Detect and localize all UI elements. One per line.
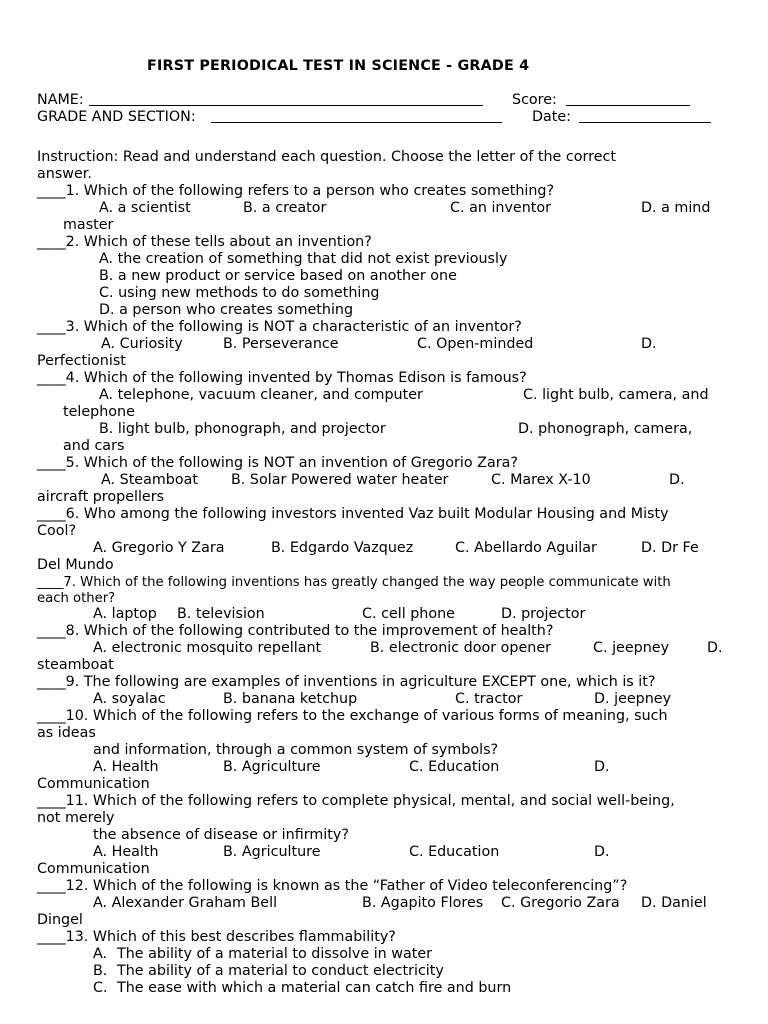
choice-1a[interactable]: A. a scientist [99,200,191,216]
answer-blank[interactable]: ____ [37,183,66,199]
choice-10b[interactable]: B. Agriculture [223,759,321,775]
question-9: ____9. The following are examples of inventions in agriculture EXCEPT one, which is it? [37,674,656,690]
score-label: Score: [512,92,557,108]
choice-13a-letter: A. [93,946,108,962]
page-title: FIRST PERIODICAL TEST IN SCIENCE - GRADE 4 [147,58,530,74]
answer-blank[interactable]: ____ [37,575,64,590]
choice-5d[interactable]: D. [669,472,685,488]
choice-6a[interactable]: A. Gregorio Y Zara [93,540,225,556]
choice-7d[interactable]: D. projector [501,606,586,622]
choice-3d-wrap: Perfectionist [37,353,126,369]
choice-9a[interactable]: A. soyalac [93,691,166,707]
choice-13c[interactable]: The ease with which a material can catch fire and burn [117,980,512,996]
name-label: NAME: [37,92,84,108]
answer-blank[interactable]: ____ [37,929,66,945]
answer-blank[interactable]: ____ [37,506,66,522]
choice-2c[interactable]: C. using new methods to do something [99,285,380,301]
question-7-wrap: each other? [37,591,116,606]
date-field[interactable] [579,109,711,123]
choice-13b[interactable]: The ability of a material to conduct electricity [117,963,444,979]
question-4: ____4. Which of the following invented by Thomas Edison is famous? [37,370,527,386]
choice-1c[interactable]: C. an inventor [450,200,552,216]
choice-11d[interactable]: D. [594,844,610,860]
name-field[interactable] [89,92,483,106]
choice-11b[interactable]: B. Agriculture [223,844,321,860]
choice-4c[interactable]: C. light bulb, camera, and [523,387,709,403]
choice-10d-wrap: Communication [37,776,150,792]
choice-2b[interactable]: B. a new product or service based on another one [99,268,457,284]
choice-12b[interactable]: B. Agapito Flores [362,895,484,911]
question-10: ____10. Which of the following refers to the exchange of various forms of meaning, such [37,708,668,724]
choice-4c-wrap: telephone [63,404,135,420]
choice-13c-letter: C. [93,980,108,996]
choice-3c[interactable]: C. Open-minded [417,336,534,352]
choice-9d[interactable]: D. jeepney [594,691,672,707]
choice-7b[interactable]: B. television [177,606,265,622]
question-10-cont: and information, through a common system of symbols? [93,742,499,758]
question-11-wrap: not merely [37,810,115,826]
choice-6d[interactable]: D. Dr Fe [641,540,699,556]
choice-13b-letter: B. [93,963,108,979]
choice-5a[interactable]: A. Steamboat [101,472,198,488]
choice-4a[interactable]: A. telephone, vacuum cleaner, and computer [99,387,423,403]
choice-5d-wrap: aircraft propellers [37,489,165,505]
question-12: ____12. Which of the following is known as the “Father of Video teleconferencing”? [37,878,628,894]
question-3: ____3. Which of the following is NOT a characteristic of an inventor? [37,319,522,335]
question-11: ____11. Which of the following refers to complete physical, mental, and social well-being, [37,793,675,809]
choice-7a[interactable]: A. laptop [93,606,157,622]
answer-blank[interactable]: ____ [37,793,66,809]
choice-3a[interactable]: A. Curiosity [101,336,183,352]
choice-2d[interactable]: D. a person who creates something [99,302,354,318]
choice-10a[interactable]: A. Health [93,759,159,775]
choice-12d[interactable]: D. Daniel [641,895,707,911]
question-11-cont: the absence of disease or infirmity? [93,827,349,843]
answer-blank[interactable]: ____ [37,878,66,894]
date-label: Date: [532,109,571,125]
choice-13a[interactable]: The ability of a material to dissolve in water [117,946,433,962]
choice-9c[interactable]: C. tractor [455,691,523,707]
choice-12d-wrap: Dingel [37,912,83,928]
choice-8d[interactable]: D. [707,640,723,656]
question-13: ____13. Which of this best describes flammability? [37,929,396,945]
question-6-wrap: Cool? [37,523,77,539]
choice-10d[interactable]: D. [594,759,610,775]
choice-8a[interactable]: A. electronic mosquito repellant [93,640,322,656]
choice-8d-wrap: steamboat [37,657,114,673]
question-7: ____7. Which of the following inventions has greatly changed the way people communicate with [37,575,671,590]
answer-blank[interactable]: ____ [37,708,66,724]
choice-6c[interactable]: C. Abellardo Aguilar [455,540,597,556]
answer-blank[interactable]: ____ [37,319,66,335]
grade-section-field[interactable] [211,109,502,123]
choice-5c[interactable]: C. Marex X-10 [491,472,591,488]
question-2: ____2. Which of these tells about an invention? [37,234,372,250]
answer-blank[interactable]: ____ [37,623,66,639]
choice-11a[interactable]: A. Health [93,844,159,860]
choice-4d[interactable]: D. phonograph, camera, [518,421,693,437]
question-8: ____8. Which of the following contributed to the improvement of health? [37,623,554,639]
instruction-line-1: Instruction: Read and understand each question. Choose the letter of the correct [37,149,616,165]
choice-5b[interactable]: B. Solar Powered water heater [231,472,449,488]
question-10-wrap: as ideas [37,725,96,741]
choice-12a[interactable]: A. Alexander Graham Bell [93,895,278,911]
choice-3b[interactable]: B. Perseverance [223,336,339,352]
choice-7c[interactable]: C. cell phone [362,606,455,622]
choice-6d-wrap: Del Mundo [37,557,114,573]
choice-11d-wrap: Communication [37,861,150,877]
choice-12c[interactable]: C. Gregorio Zara [501,895,620,911]
choice-1d-wrap: master [63,217,114,233]
question-6: ____6. Who among the following investors invented Vaz built Modular Housing and Misty [37,506,669,522]
question-5: ____5. Which of the following is NOT an invention of Gregorio Zara? [37,455,518,471]
choice-4d-wrap: and cars [63,438,125,454]
grade-section-label: GRADE AND SECTION: [37,109,196,125]
answer-blank[interactable]: ____ [37,234,66,250]
choice-1d[interactable]: D. a mind [641,200,711,216]
choice-8c[interactable]: C. jeepney [593,640,670,656]
choice-11c[interactable]: C. Education [409,844,500,860]
choice-4b[interactable]: B. light bulb, phonograph, and projector [99,421,386,437]
score-field[interactable] [566,92,690,106]
answer-blank[interactable]: ____ [37,674,66,690]
choice-10c[interactable]: C. Education [409,759,500,775]
choice-8b[interactable]: B. electronic door opener [370,640,552,656]
answer-blank[interactable]: ____ [37,370,66,386]
choice-6b[interactable]: B. Edgardo Vazquez [271,540,414,556]
instruction-line-2: answer. [37,166,92,182]
choice-3d[interactable]: D. [641,336,657,352]
question-1: ____1. Which of the following refers to a person who creates something? [37,183,555,199]
choice-1b[interactable]: B. a creator [243,200,327,216]
answer-blank[interactable]: ____ [37,455,66,471]
choice-2a[interactable]: A. the creation of something that did not exist previously [99,251,508,267]
choice-9b[interactable]: B. banana ketchup [223,691,358,707]
